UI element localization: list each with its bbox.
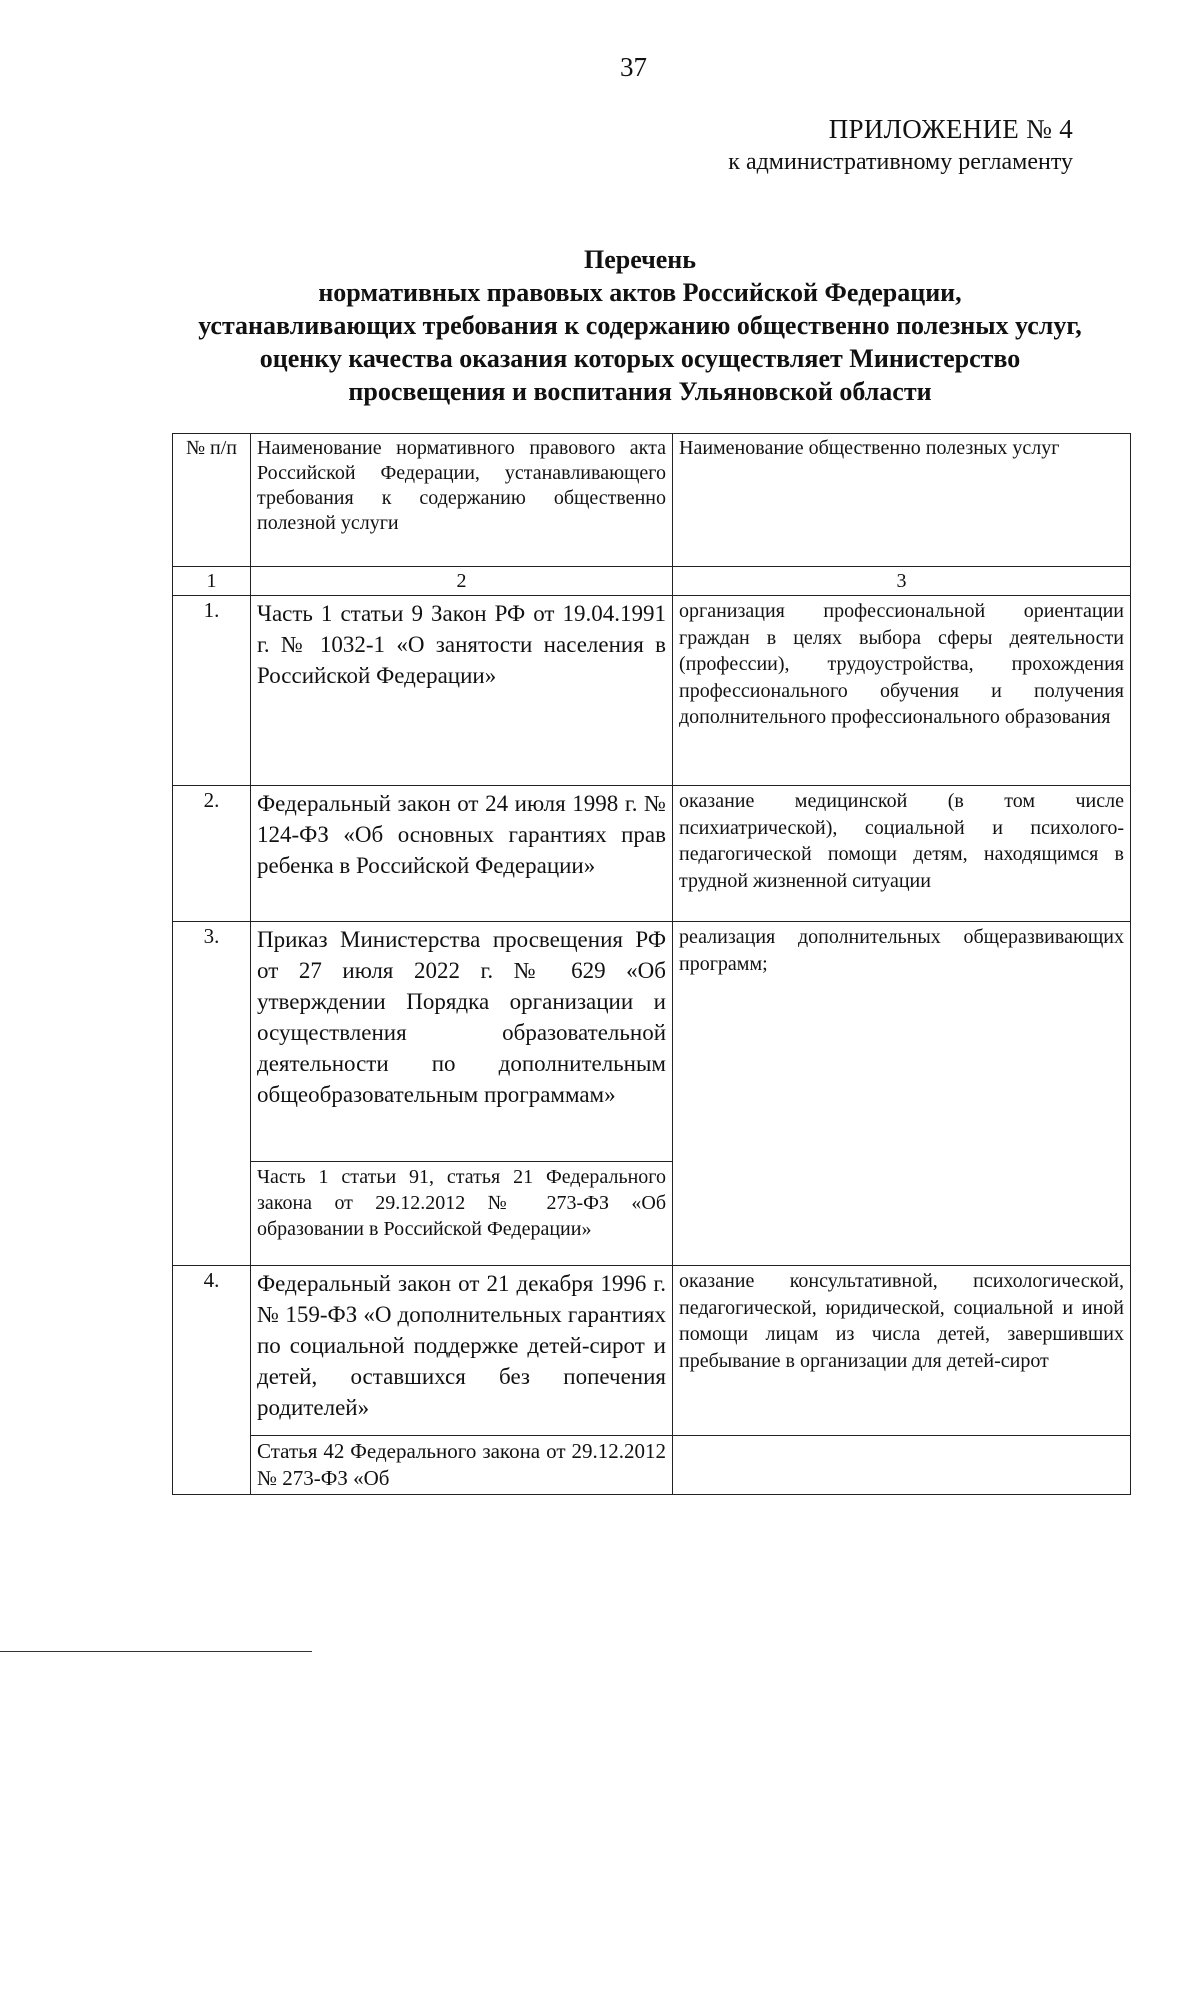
row-act: Федеральный закон от 21 декабря 1996 г. № 159-ФЗ «О дополнительных гарантиях по социальной поддержке детей-сирот и детей, оставшихся без попечения родителей»	[251, 1266, 673, 1436]
footnote-divider	[0, 1651, 312, 1652]
row-service: оказание консультативной, психологической, педагогической, юридической, социальной и иной помощи лицам из числа детей, завершивших пребывание в организации для детей-сирот	[673, 1266, 1131, 1436]
row-act-extra: Часть 1 статьи 91, статья 21 Федерального закона от 29.12.2012 № 273-ФЗ «Об образовании в Российской Федерации»	[251, 1162, 673, 1266]
table-row	[173, 596, 1131, 786]
document-title	[150, 243, 1130, 408]
row-number: 2.	[173, 786, 251, 922]
row-service: оказание медицинской (в том числе психиатрической), социальной и психолого-педагогической помощи детям, находящимся в трудной жизненной ситуации	[673, 786, 1131, 922]
column-number: 2	[251, 567, 673, 596]
column-number: 3	[673, 567, 1131, 596]
row-number: 1.	[173, 596, 251, 786]
row-act: Федеральный закон от 24 июля 1998 г. № 124-ФЗ «Об основных гарантиях прав ребенка в Российской Федерации»	[251, 786, 673, 922]
table-row	[173, 922, 1131, 1162]
empty-cell	[673, 1436, 1131, 1495]
table-row	[173, 1266, 1131, 1436]
table-header-row	[173, 434, 1131, 567]
table-subrow	[173, 1436, 1131, 1495]
appendix-heading	[728, 112, 1073, 178]
column-number: 1	[173, 567, 251, 596]
legal-acts-table	[172, 433, 1131, 1495]
row-number: 3.	[173, 922, 251, 1266]
page-number: 37	[620, 52, 647, 82]
table-row	[173, 786, 1131, 922]
row-number: 4.	[173, 1266, 251, 1495]
appendix-subtitle: к административному регламенту	[728, 149, 1073, 175]
header-service: Наименование общественно полезных услуг	[673, 434, 1131, 567]
appendix-title: ПРИЛОЖЕНИЕ № 4	[828, 114, 1073, 144]
row-act: Приказ Министерства просвещения РФ от 27 июля 2022 г. № 629 «Об утверждении Порядка организации и осуществления образовательной деятельности по дополнительным общеобразовательным программам»	[251, 922, 673, 1162]
header-number: № п/п	[173, 434, 251, 567]
title-line: нормативных правовых актов Российской Федерации,	[318, 278, 962, 307]
row-service: организация профессиональной ориентации граждан в целях выбора сферы деятельности (профессии), трудоустройства, прохождения профессионального обучения и получения дополнительного профессионального образования	[673, 596, 1131, 786]
header-act: Наименование нормативного правового акта Российской Федерации, устанавливающего требования к содержанию общественно полезной услуги	[251, 434, 673, 567]
title-line: устанавливающих требования к содержанию общественно полезных услуг,	[198, 311, 1082, 340]
column-numbers-row	[173, 567, 1131, 596]
row-act: Часть 1 статьи 9 Закон РФ от 19.04.1991 г. № 1032-1 «О занятости населения в Российской Федерации»	[251, 596, 673, 786]
row-service: реализация дополнительных общеразвивающих программ;	[673, 922, 1131, 1266]
title-line: оценку качества оказания которых осуществляет Министерство	[259, 344, 1021, 373]
row-act-extra: Статья 42 Федерального закона от 29.12.2012 № 273-ФЗ «Об	[251, 1436, 673, 1495]
title-line: Перечень	[583, 245, 697, 274]
title-line: просвещения и воспитания Ульяновской области	[348, 377, 932, 406]
